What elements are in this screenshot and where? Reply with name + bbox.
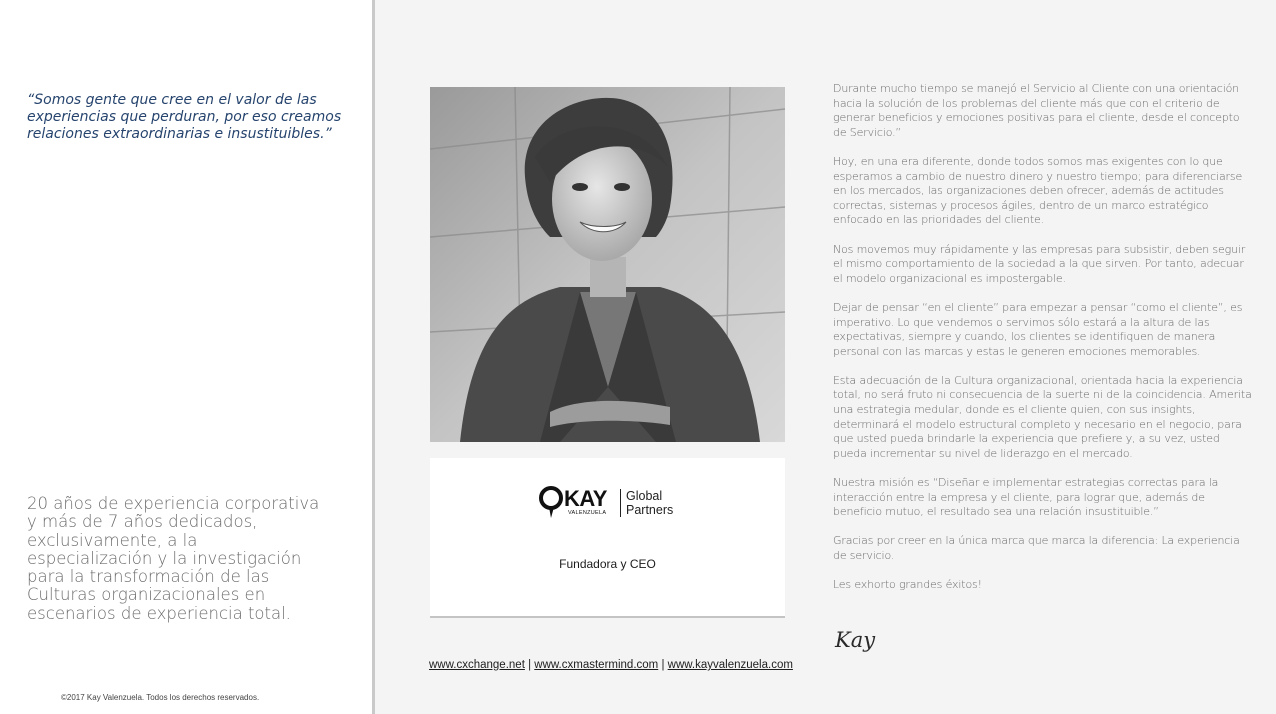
logo-tagline-line2: Partners [626,503,674,517]
logo-card [430,458,785,618]
logo-tagline-line1: Global [626,489,663,503]
location-pin-icon [538,485,564,519]
quote-text: “Somos gente que cree en el valor de las experiencias que perduran, por eso creamos relaciones extraordinarias e insustituibles.” [27,92,342,142]
letter-paragraph: Nuestra misión es “Diseñar e implementar estrategias correctas para la interacción entre la empresa y el cliente, para lograr que, además de beneficio mutuo, el resultado sea una relación insustituible.” [833,476,1219,519]
logo-tagline [626,489,696,517]
link-cxchange[interactable]: www.cxchange.net [429,659,525,671]
link-cxmastermind[interactable]: www.cxmastermind.com [534,659,659,671]
left-panel [0,0,372,714]
portrait-photo [430,87,785,442]
letter-paragraph: Les exhorto grandes éxitos! [833,578,982,592]
role-title: Fundadora y CEO [559,557,656,571]
logo-wordmark: KAY [564,486,607,511]
link-kayvalenzuela[interactable]: www.kayvalenzuela.com [667,659,793,671]
letter-paragraph: Durante mucho tiempo se manejó el Servicio al Cliente con una orientación hacia la solución de los problemas del cliente más que con el criterio de generar beneficios y emociones positivas para el cliente, desde el concepto de Servicio.” [833,82,1240,139]
company-logo [538,484,688,524]
logo-subtitle: VALENZUELA [568,510,607,516]
letter-paragraph: Nos movemos muy rápidamente y las empresas para subsistir, deben seguir el mismo comportamiento de la sociedad a la que sirven. Por tanto, adecuar el modelo organizacional es impostergable. [833,242,1246,285]
experience-text: 20 años de experiencia corporativa y más de 7 años dedicados, exclusivamente, a la especialización y la investigación para la transformación de las Culturas organizacionales en escenarios de experiencia total. [27,494,320,623]
letter-paragraph: Gracias por creer en la única marca que marca la diferencia: La experiencia de servicio. [833,534,1240,562]
copyright-notice: ©2017 Kay Valenzuela. Todos los derechos reservados. [61,693,260,702]
signature: Kay [835,628,876,652]
link-separator: | [524,659,535,671]
website-links [429,659,793,671]
letter-paragraph: Esta adecuación de la Cultura organizacional, orientada hacia la experiencia total, no será fruto ni consecuencia de la suerte ni de la coincidencia. Amerita una estrategia medular, donde es el cliente quien, con sus insights, determinará el modelo estructural completo y necesario en el negocio, para que usted pueda brindarle la experiencia que prefiere y, a su vez, usted pueda incrementar su nivel de liderazgo en el mercado. [833,373,1252,460]
letter-paragraph: Hoy, en una era diferente, donde todos somos mas exigentes con lo que esperamos a cambio de nuestro dinero y nuestro tiempo; para diferenciarse en los mercados, las organizaciones deben ofrecer, además de actitudes correctas, sistemas y procesos ágiles, dentro de un marco estratégico enfocado en las prioridades del cliente. [833,154,1243,227]
portrait-illustration [430,87,785,442]
letter-paragraph: Dejar de pensar “en el cliente” para empezar a pensar “como el cliente”, es imperativo. Lo que vendemos o servimos sólo estará a la altura de las expectativas, siempre y cuando, los clientes se identifiquen de manera personal con las marcas y estas le generen emociones memorables. [833,300,1243,358]
letter-body [833,82,1255,607]
logo-divider [620,489,621,517]
link-separator: | [658,659,668,671]
